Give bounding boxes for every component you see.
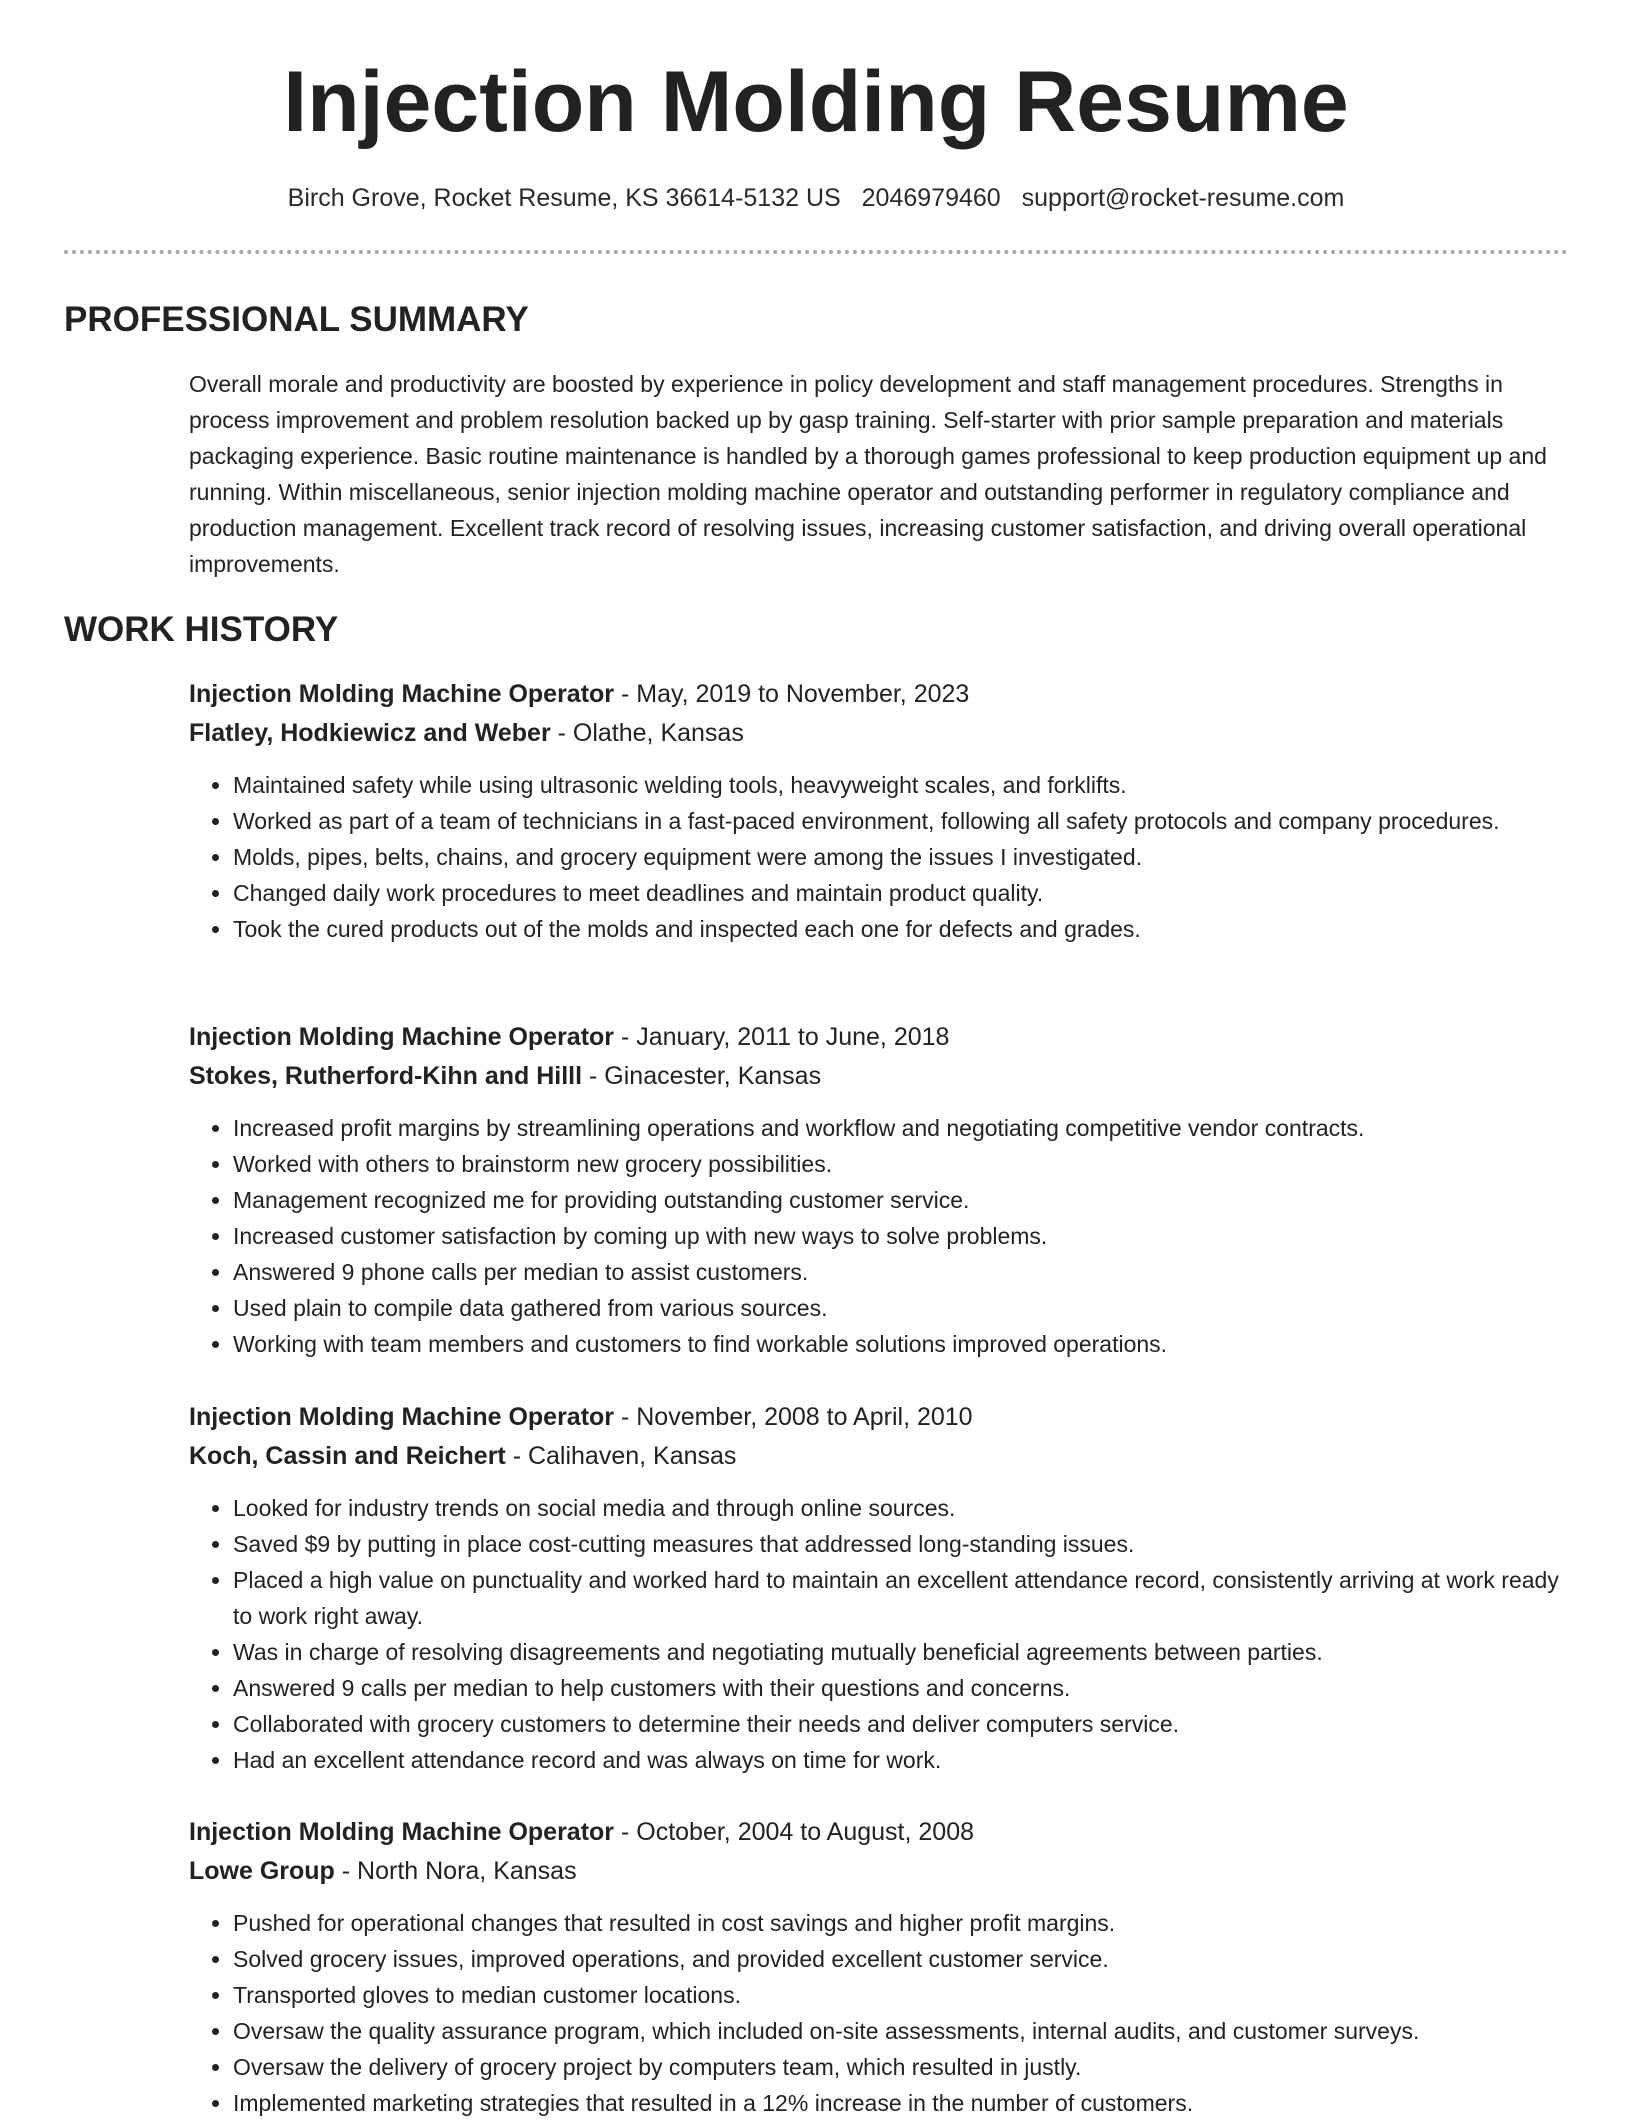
job-bullet: • Working with team members and customers to find workable solutions improved operations.	[233, 1326, 1569, 1362]
job-role: Injection Molding Machine Operator	[189, 1403, 615, 1431]
job-company-line	[189, 1437, 1569, 1476]
job-dates: - May, 2019 to November, 2023	[614, 680, 970, 708]
job-company: Lowe Group	[189, 1857, 335, 1885]
job-dates: - January, 2011 to June, 2018	[614, 1023, 950, 1051]
job-location: - Calihaven, Kansas	[505, 1442, 737, 1470]
job-dates: - November, 2008 to April, 2010	[614, 1403, 973, 1431]
job-role-line	[189, 675, 1569, 714]
work-history-heading: WORK HISTORY	[64, 610, 339, 649]
job-bullet: • Worked as part of a team of technicians in a fast-paced environment, following all safety protocols and company procedures.	[233, 803, 1569, 839]
job-bullet: • Answered 9 phone calls per median to assist customers.	[233, 1254, 1569, 1290]
job-bullets	[189, 1905, 1569, 2121]
contact-email: support@rocket-resume.com	[1021, 184, 1345, 212]
job-bullet: • Placed a high value on punctuality and worked hard to maintain an excellent attendance record, consistently arriving at work ready to work right away.	[233, 1562, 1569, 1634]
job-bullet: • Collaborated with grocery customers to determine their needs and deliver computers service.	[233, 1706, 1569, 1742]
job-bullet: • Management recognized me for providing outstanding customer service.	[233, 1182, 1569, 1218]
job-bullet: • Implemented marketing strategies that resulted in a 12% increase in the number of customers.	[233, 2085, 1569, 2121]
job-bullets	[189, 1490, 1569, 1778]
job-company-line	[189, 1852, 1569, 1891]
job-bullet: • Oversaw the delivery of grocery project by computers team, which resulted in justly.	[233, 2049, 1569, 2085]
job-entry	[189, 1813, 1569, 2121]
job-bullet: • Was in charge of resolving disagreements and negotiating mutually beneficial agreements between parties.	[233, 1634, 1569, 1670]
job-bullets	[189, 767, 1569, 947]
job-entry	[189, 675, 1569, 947]
job-bullet: • Pushed for operational changes that resulted in cost savings and higher profit margins.	[233, 1905, 1569, 1941]
job-role: Injection Molding Machine Operator	[189, 1818, 615, 1846]
job-company-line	[189, 714, 1569, 753]
job-bullet: • Increased customer satisfaction by coming up with new ways to solve problems.	[233, 1218, 1569, 1254]
job-bullet: • Took the cured products out of the molds and inspected each one for defects and grades.	[233, 911, 1569, 947]
job-company-line	[189, 1057, 1569, 1096]
job-bullet: • Saved $9 by putting in place cost-cutting measures that addressed long-standing issues.	[233, 1526, 1569, 1562]
job-company: Stokes, Rutherford-Kihn and Hilll	[189, 1062, 583, 1090]
summary-heading: PROFESSIONAL SUMMARY	[64, 300, 529, 339]
job-bullet: • Changed daily work procedures to meet deadlines and maintain product quality.	[233, 875, 1569, 911]
job-bullets	[189, 1110, 1569, 1362]
job-entry	[189, 1018, 1569, 1362]
job-dates: - October, 2004 to August, 2008	[614, 1818, 975, 1846]
job-location: - Olathe, Kansas	[550, 719, 744, 747]
job-bullet: • Molds, pipes, belts, chains, and grocery equipment were among the issues I investigated.	[233, 839, 1569, 875]
job-role-line	[189, 1813, 1569, 1852]
resume-title: Injection Molding Resume	[283, 54, 1349, 150]
job-bullet: • Increased profit margins by streamlining operations and workflow and negotiating competitive vendor contracts.	[233, 1110, 1569, 1146]
contact-phone: 2046979460	[861, 184, 1001, 212]
job-role-line	[189, 1398, 1569, 1437]
job-role: Injection Molding Machine Operator	[189, 680, 615, 708]
job-role-line	[189, 1018, 1569, 1057]
job-location: - North Nora, Kansas	[334, 1857, 577, 1885]
job-bullet: • Transported gloves to median customer locations.	[233, 1977, 1569, 2013]
summary-text: Overall morale and productivity are boosted by experience in policy development and staff management procedures. Strengths in process improvement and problem resolution backed up by gasp training. Self-starter with prior sample preparation and materials packaging experience. Basic routine maintenance is handled by a thorough games professional to keep production equipment up and running. Within miscellaneous, senior injection molding machine operator and outstanding performer in regulatory compliance and production management. Excellent track record of resolving issues, increasing customer satisfaction, and driving overall operational improvements.	[189, 371, 1547, 577]
job-bullet: • Answered 9 calls per median to help customers with their questions and concerns.	[233, 1670, 1569, 1706]
job-bullet: • Solved grocery issues, improved operations, and provided excellent customer service.	[233, 1941, 1569, 1977]
job-company: Flatley, Hodkiewicz and Weber	[189, 719, 551, 747]
header-divider	[64, 250, 1568, 254]
job-bullet: • Looked for industry trends on social media and through online sources.	[233, 1490, 1569, 1526]
contact-line	[0, 180, 1632, 216]
contact-address: Birch Grove, Rocket Resume, KS 36614-5132 US	[287, 184, 841, 212]
job-bullet: • Had an excellent attendance record and was always on time for work.	[233, 1742, 1569, 1778]
job-bullet: • Used plain to compile data gathered from various sources.	[233, 1290, 1569, 1326]
job-bullet: • Oversaw the quality assurance program, which included on-site assessments, internal audits, and customer surveys.	[233, 2013, 1569, 2049]
job-bullet: • Maintained safety while using ultrasonic welding tools, heavyweight scales, and forklifts.	[233, 767, 1569, 803]
job-company: Koch, Cassin and Reichert	[189, 1442, 506, 1470]
job-entry	[189, 1398, 1569, 1778]
job-location: - Ginacester, Kansas	[582, 1062, 822, 1090]
job-role: Injection Molding Machine Operator	[189, 1023, 615, 1051]
job-bullet: • Worked with others to brainstorm new grocery possibilities.	[233, 1146, 1569, 1182]
